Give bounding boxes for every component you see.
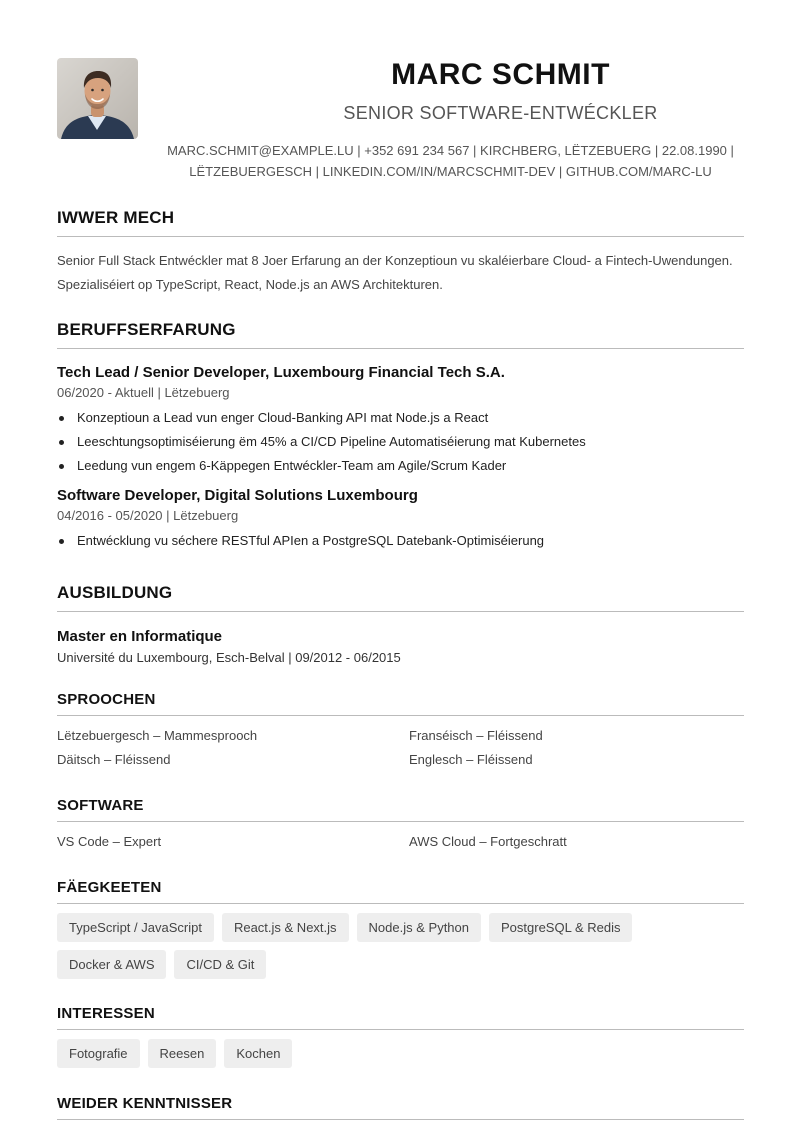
software-grid bbox=[57, 832, 744, 852]
contact-info bbox=[157, 140, 744, 182]
job-bullet: Leeschtungsoptimiséierung ëm 45% a CI/CD Pipeline Automatiséierung mat Kubernetes bbox=[57, 430, 744, 454]
section-heading: FÄEGKEETEN bbox=[57, 879, 744, 904]
section-heading: AUSBILDUNG bbox=[57, 583, 744, 612]
interest-chip: Reesen bbox=[148, 1039, 217, 1068]
section-heading: BERUFFSERFARUNG bbox=[57, 320, 744, 349]
skills-section bbox=[57, 879, 744, 979]
degree-title: Master en Informatique bbox=[57, 628, 223, 645]
about-section bbox=[57, 208, 744, 297]
skills-chips bbox=[57, 913, 744, 979]
skill-chip: Node.js & Python bbox=[357, 913, 481, 942]
section-heading: IWWER MECH bbox=[57, 208, 744, 237]
job-bullet: Konzeptioun a Lead vun enger Cloud-Banking API mat Node.js a React bbox=[57, 406, 744, 430]
candidate-name: MARC SCHMIT bbox=[391, 58, 610, 91]
interests-section bbox=[57, 1005, 744, 1068]
section-heading: WEIDER KENNTNISSER bbox=[57, 1095, 744, 1120]
profile-photo bbox=[57, 58, 138, 139]
job-bullets bbox=[57, 406, 744, 478]
job-title: Software Developer, Digital Solutions Luxembourg bbox=[57, 487, 418, 504]
job-bullets bbox=[57, 529, 744, 553]
section-heading: INTERESSEN bbox=[57, 1005, 744, 1030]
languages-section bbox=[57, 691, 744, 770]
contact-line: LËTZEBUERGESCH | LINKEDIN.COM/IN/MARCSCHMIT-DEV | GITHUB.COM/MARC-LU bbox=[189, 164, 712, 179]
language-item: Lëtzebuergesch – Mammesprooch bbox=[57, 728, 258, 743]
job-entry bbox=[57, 487, 744, 553]
language-item: Englesch – Fléissend bbox=[409, 752, 533, 767]
skill-chip: React.js & Next.js bbox=[222, 913, 349, 942]
job-subtitle: SENIOR SOFTWARE-ENTWÉCKLER bbox=[343, 103, 658, 123]
other-skills-section bbox=[57, 1095, 744, 1120]
interest-chip: Fotografie bbox=[57, 1039, 140, 1068]
language-item: Franséisch – Fléissend bbox=[409, 728, 543, 743]
skill-chip: Docker & AWS bbox=[57, 950, 166, 979]
contact-line: MARC.SCHMIT@EXAMPLE.LU | +352 691 234 567 | KIRCHBERG, LËTZEBUERG | 22.08.1990 | bbox=[167, 143, 734, 158]
job-bullet: Leedung vun engem 6-Käppegen Entwéckler-Team am Agile/Scrum Kader bbox=[57, 454, 744, 478]
summary-text: Senior Full Stack Entwéckler mat 8 Joer Erfarung an der Konzeptioun vu skaléierbare Cloud- a Fintech-Uwendungen. Spezialiséiert op TypeScript, React, Node.js an AWS Architekturen. bbox=[57, 253, 733, 292]
cv-page bbox=[57, 58, 744, 1112]
skill-chip: PostgreSQL & Redis bbox=[489, 913, 632, 942]
cv-header bbox=[57, 58, 744, 180]
job-meta: 04/2016 - 05/2020 | Lëtzebuerg bbox=[57, 508, 239, 523]
job-title: Tech Lead / Senior Developer, Luxembourg Financial Tech S.A. bbox=[57, 364, 505, 381]
job-meta: 06/2020 - Aktuell | Lëtzebuerg bbox=[57, 385, 230, 400]
languages-grid bbox=[57, 726, 744, 770]
language-item: Däitsch – Fléissend bbox=[57, 752, 171, 767]
experience-section bbox=[57, 320, 744, 553]
job-bullet: Entwécklung vu séchere RESTful APIen a PostgreSQL Datebank-Optimiséierung bbox=[57, 529, 744, 553]
skill-chip: TypeScript / JavaScript bbox=[57, 913, 214, 942]
section-heading: SOFTWARE bbox=[57, 797, 744, 822]
software-item: VS Code – Expert bbox=[57, 834, 162, 849]
degree-meta: Université du Luxembourg, Esch-Belval | 09/2012 - 06/2015 bbox=[57, 650, 401, 665]
section-heading: SPROOCHEN bbox=[57, 691, 744, 716]
software-item: AWS Cloud – Fortgeschratt bbox=[409, 834, 567, 849]
interests-chips bbox=[57, 1039, 744, 1068]
job-entry bbox=[57, 364, 744, 478]
interest-chip: Kochen bbox=[224, 1039, 292, 1068]
software-section bbox=[57, 797, 744, 852]
education-section bbox=[57, 583, 744, 665]
skill-chip: CI/CD & Git bbox=[174, 950, 266, 979]
